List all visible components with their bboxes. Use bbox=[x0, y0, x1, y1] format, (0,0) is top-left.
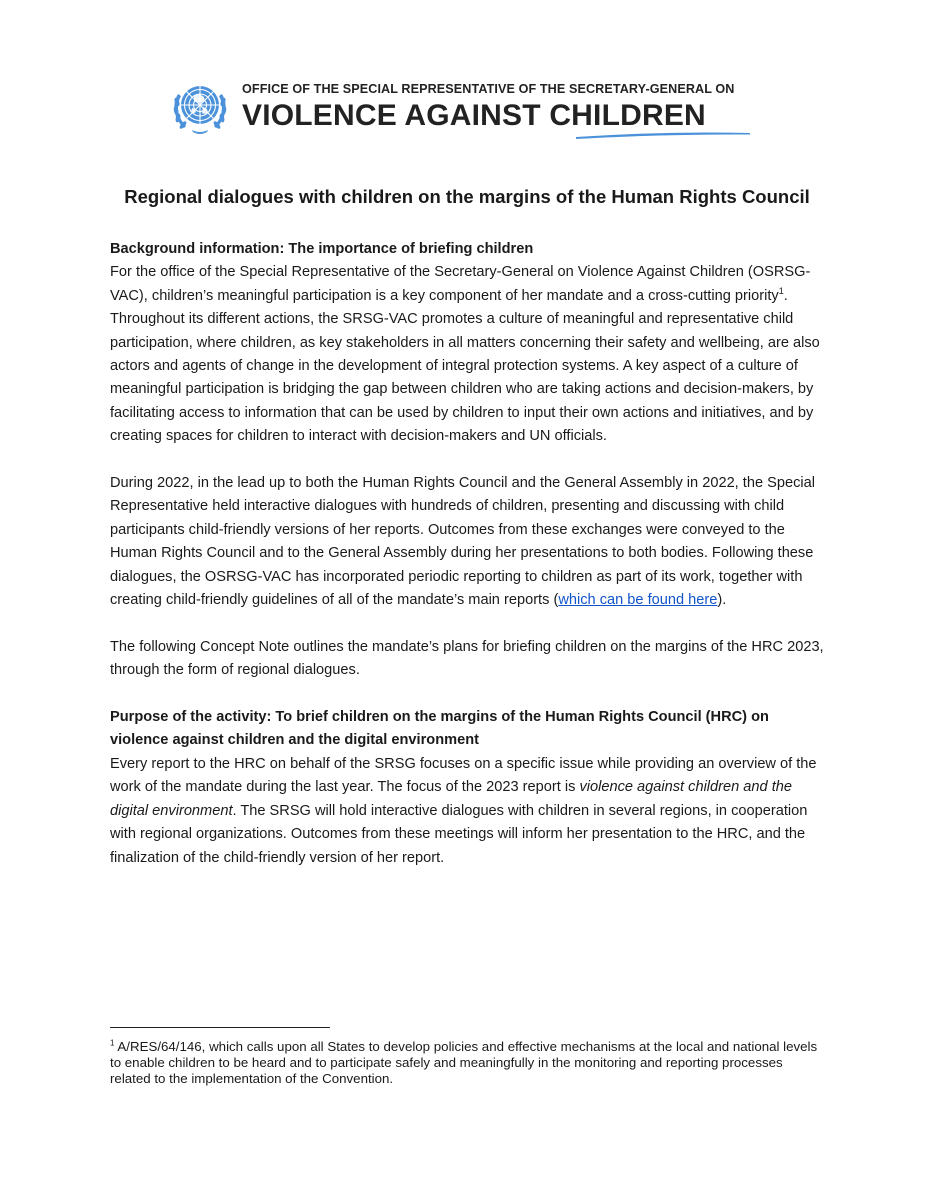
footnote-ref[interactable]: 1 bbox=[778, 285, 784, 296]
background-para2-b: ). bbox=[717, 592, 727, 609]
background-heading: Background information: The importance of briefing children bbox=[110, 241, 534, 257]
footnote-text: A/RES/64/146, which calls upon all States to develop policies and effective mechanisms at the local and national levels to enable children to be heard and to participate safely and meaningfully in the monitoring and reporting processes related to the implementation of the Convention. bbox=[110, 1039, 818, 1087]
org-name bbox=[242, 98, 706, 134]
background-para2-a: During 2022, in the lead up to both the Human Rights Council and the General Assembly in 2022, the Special Representative held interactive dialogues with hundreds of children, presenting and discussing with child participants child-friendly versions of her reports. Outcomes from these exchanges were conveyed to the Human Rights Council and to the General Assembly during her presentations to both bodies. Following these dialogues, the OSRSG-VAC has incorporated periodic reporting to children as part of its work, together with creating child-friendly guidelines of all of the mandate’s main reports ( bbox=[110, 475, 815, 609]
background-section bbox=[110, 238, 830, 449]
purpose-para-em: violence against children and the digital environment bbox=[110, 779, 793, 819]
page-title: Regional dialogues with children on the margins of the Human Rights Council bbox=[124, 186, 810, 207]
document-body bbox=[110, 238, 830, 870]
footnote bbox=[110, 1039, 826, 1088]
purpose-para-a: Every report to the HRC on behalf of the SRSG focuses on a specific issue while providing an overview of the work of the mandate during the last year. The focus of the 2023 report is bbox=[110, 755, 817, 796]
background-para2 bbox=[110, 472, 830, 612]
un-emblem-icon bbox=[170, 76, 230, 136]
org-subtitle: OFFICE OF THE SPECIAL REPRESENTATIVE OF THE SECRETARY-GENERAL ON bbox=[242, 82, 735, 96]
background-para3: The following Concept Note outlines the mandate’s plans for briefing children on the margins of the HRC 2023, through the form of regional dialogues. bbox=[110, 638, 824, 679]
purpose-para-b: . The SRSG will hold interactive dialogues with children in several regions, in cooperation with regional organizations. Outcomes from these meetings will inform her presentation to the HRC, and the finalization of the child-friendly version of her report. bbox=[110, 802, 808, 866]
footnote-divider bbox=[110, 1027, 330, 1028]
purpose-heading: Purpose of the activity: To brief children on the margins of the Human Rights Council (HRC) on violence against children and the digital environment bbox=[110, 709, 769, 749]
org-name-part2: CHILDREN bbox=[549, 99, 706, 132]
background-para1-a: For the office of the Special Representative of the Secretary-General on Violence Against Children (OSRSG-VAC), children’s meaningful participation is a key component of her mandate and a cross-cutting priority bbox=[110, 264, 811, 304]
background-para1-b: . Throughout its different actions, the SRSG-VAC promotes a culture of meaningful and representative child participation, where children, as key stakeholders in all matters concerning their safety and wellbeing, are also actors and agents of change in the development of integral protection systems. A key aspect of a culture of meaningful participation is bridging the gap between children who are taking actions and decision-makers, by facilitating access to information that can be used by children to input their own actions and initiatives, and by creating spaces for children to interact with decision-makers and UN officials. bbox=[110, 287, 820, 445]
org-name-part1: VIOLENCE AGAINST bbox=[242, 99, 550, 132]
letterhead bbox=[170, 76, 770, 140]
swoosh-underline-icon bbox=[574, 130, 752, 140]
reports-link[interactable]: which can be found here bbox=[558, 592, 718, 609]
footnote-marker: 1 bbox=[110, 1038, 115, 1048]
purpose-section bbox=[110, 706, 830, 870]
